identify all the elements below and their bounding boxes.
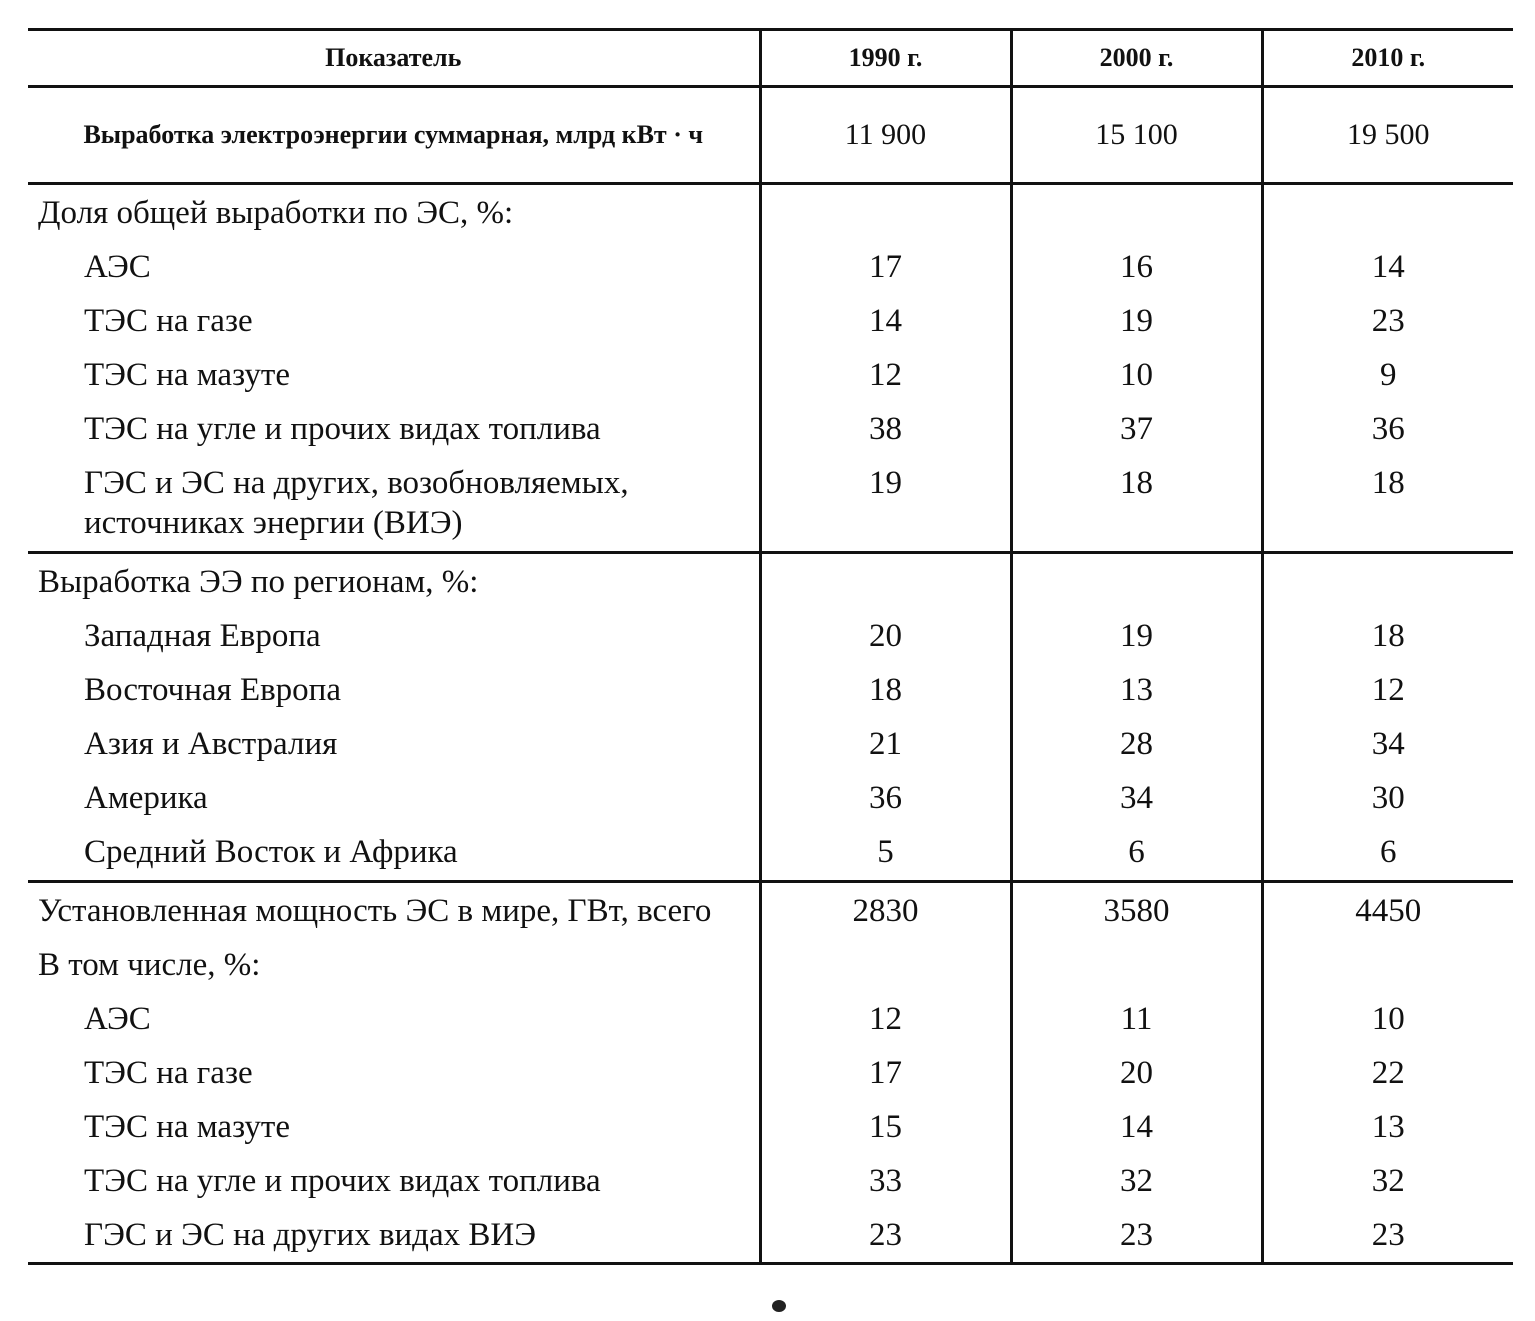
cell-2010: 19 500 — [1262, 87, 1513, 184]
cell-2010: 32 — [1262, 1154, 1513, 1208]
row-label: ТЭС на мазуте — [84, 357, 290, 393]
table-row — [28, 240, 1513, 294]
cell-1990: 17 — [760, 240, 1011, 294]
row-label: ГЭС и ЭС на других видах ВИЭ — [28, 1208, 760, 1264]
table-row — [28, 294, 1513, 348]
cell-2010: 9 — [1262, 348, 1513, 402]
table-row — [28, 717, 1513, 771]
cell-1990: 36 — [760, 771, 1011, 825]
cell-1990: 19 — [760, 456, 1011, 553]
row-label: АЭС — [84, 1001, 151, 1037]
total-generation-row — [28, 87, 1513, 184]
cell-2000: 16 — [1011, 240, 1262, 294]
header-2000: 2000 г. — [1011, 30, 1262, 87]
cell-1990: 2830 — [760, 882, 1011, 939]
cell-2000: 3580 — [1011, 882, 1262, 939]
scan-speck — [772, 1300, 786, 1312]
header-row — [28, 30, 1513, 87]
cell-2010: 4450 — [1262, 882, 1513, 939]
cell-2000: 18 — [1011, 456, 1262, 553]
cell-1990: 12 — [760, 348, 1011, 402]
cell-2010: 18 — [1262, 456, 1513, 553]
header-2010: 2010 г. — [1262, 30, 1513, 87]
row-label: Восточная Европа — [84, 672, 341, 708]
cell-2010: 30 — [1262, 771, 1513, 825]
cell-2010: 36 — [1262, 402, 1513, 456]
cell-1990: 11 900 — [760, 87, 1011, 184]
row-label: ТЭС на газе — [84, 303, 253, 339]
cell-2010: 34 — [1262, 717, 1513, 771]
cell-2000: 15 100 — [1011, 87, 1262, 184]
group-title: Выработка ЭЭ по регионам, %: — [38, 564, 479, 600]
table-row — [28, 825, 1513, 882]
cell-2010: 14 — [1262, 240, 1513, 294]
cell-2000: 28 — [1011, 717, 1262, 771]
table-row — [28, 663, 1513, 717]
electricity-table — [28, 28, 1513, 1265]
cell-1990: 33 — [760, 1154, 1011, 1208]
cell-2010: 10 — [1262, 992, 1513, 1046]
cell-1990: 5 — [760, 825, 1011, 882]
cell-2000: 19 — [1011, 609, 1262, 663]
row-label: ТЭС на газе — [84, 1055, 253, 1091]
table-row — [28, 609, 1513, 663]
group-subtitle: В том числе, %: — [38, 947, 261, 983]
cell-2010: 23 — [1262, 1208, 1513, 1264]
cell-2000: 32 — [1011, 1154, 1262, 1208]
row-label: ТЭС на мазуте — [84, 1109, 290, 1145]
row-label: Азия и Австралия — [84, 726, 338, 762]
cell-2000: 6 — [1011, 825, 1262, 882]
cell-2000: 23 — [1011, 1208, 1262, 1264]
cell-1990: 14 — [760, 294, 1011, 348]
row-label: ГЭС и ЭС на других, возобновляемых, источниках энергии (ВИЭ) — [28, 456, 760, 553]
cell-2010: 6 — [1262, 825, 1513, 882]
cell-2000: 37 — [1011, 402, 1262, 456]
cell-2010: 13 — [1262, 1100, 1513, 1154]
row-label: ТЭС на угле и прочих видах топлива — [84, 1163, 601, 1199]
table-row — [28, 402, 1513, 456]
cell-2000: 20 — [1011, 1046, 1262, 1100]
group-title-row — [28, 553, 1513, 610]
table-row — [28, 1100, 1513, 1154]
cell-1990: 23 — [760, 1208, 1011, 1264]
capacity-total-row — [28, 882, 1513, 939]
table-row — [28, 1046, 1513, 1100]
cell-2010: 22 — [1262, 1046, 1513, 1100]
row-label: Америка — [84, 780, 208, 816]
header-1990: 1990 г. — [760, 30, 1011, 87]
cell-1990: 18 — [760, 663, 1011, 717]
cell-1990: 20 — [760, 609, 1011, 663]
table-row — [28, 456, 1513, 553]
cell-2010: 23 — [1262, 294, 1513, 348]
row-label: Средний Восток и Африка — [28, 825, 760, 882]
cell-2010: 18 — [1262, 609, 1513, 663]
group-title: Установленная мощность ЭС в мире, ГВт, всего — [38, 893, 712, 929]
cell-2000: 14 — [1011, 1100, 1262, 1154]
row-label: ТЭС на угле и прочих видах топлива — [84, 411, 601, 447]
group-title-row — [28, 184, 1513, 241]
table-row — [28, 771, 1513, 825]
cell-2000: 13 — [1011, 663, 1262, 717]
group-subtitle-row — [28, 938, 1513, 992]
header-indicator: Показатель — [28, 30, 760, 87]
group-title: Доля общей выработки по ЭС, %: — [38, 195, 514, 231]
cell-2000: 11 — [1011, 992, 1262, 1046]
table-row — [28, 1154, 1513, 1208]
row-label: Выработка электроэнергии суммарная, млрд кВт · ч — [28, 87, 760, 184]
cell-1990: 12 — [760, 992, 1011, 1046]
row-label: Западная Европа — [84, 618, 321, 654]
cell-2000: 34 — [1011, 771, 1262, 825]
cell-2000: 10 — [1011, 348, 1262, 402]
table-row — [28, 1208, 1513, 1264]
row-label: АЭС — [84, 249, 151, 285]
cell-1990: 17 — [760, 1046, 1011, 1100]
cell-1990: 38 — [760, 402, 1011, 456]
table-row — [28, 992, 1513, 1046]
table-row — [28, 348, 1513, 402]
cell-2010: 12 — [1262, 663, 1513, 717]
cell-1990: 21 — [760, 717, 1011, 771]
cell-2000: 19 — [1011, 294, 1262, 348]
cell-1990: 15 — [760, 1100, 1011, 1154]
